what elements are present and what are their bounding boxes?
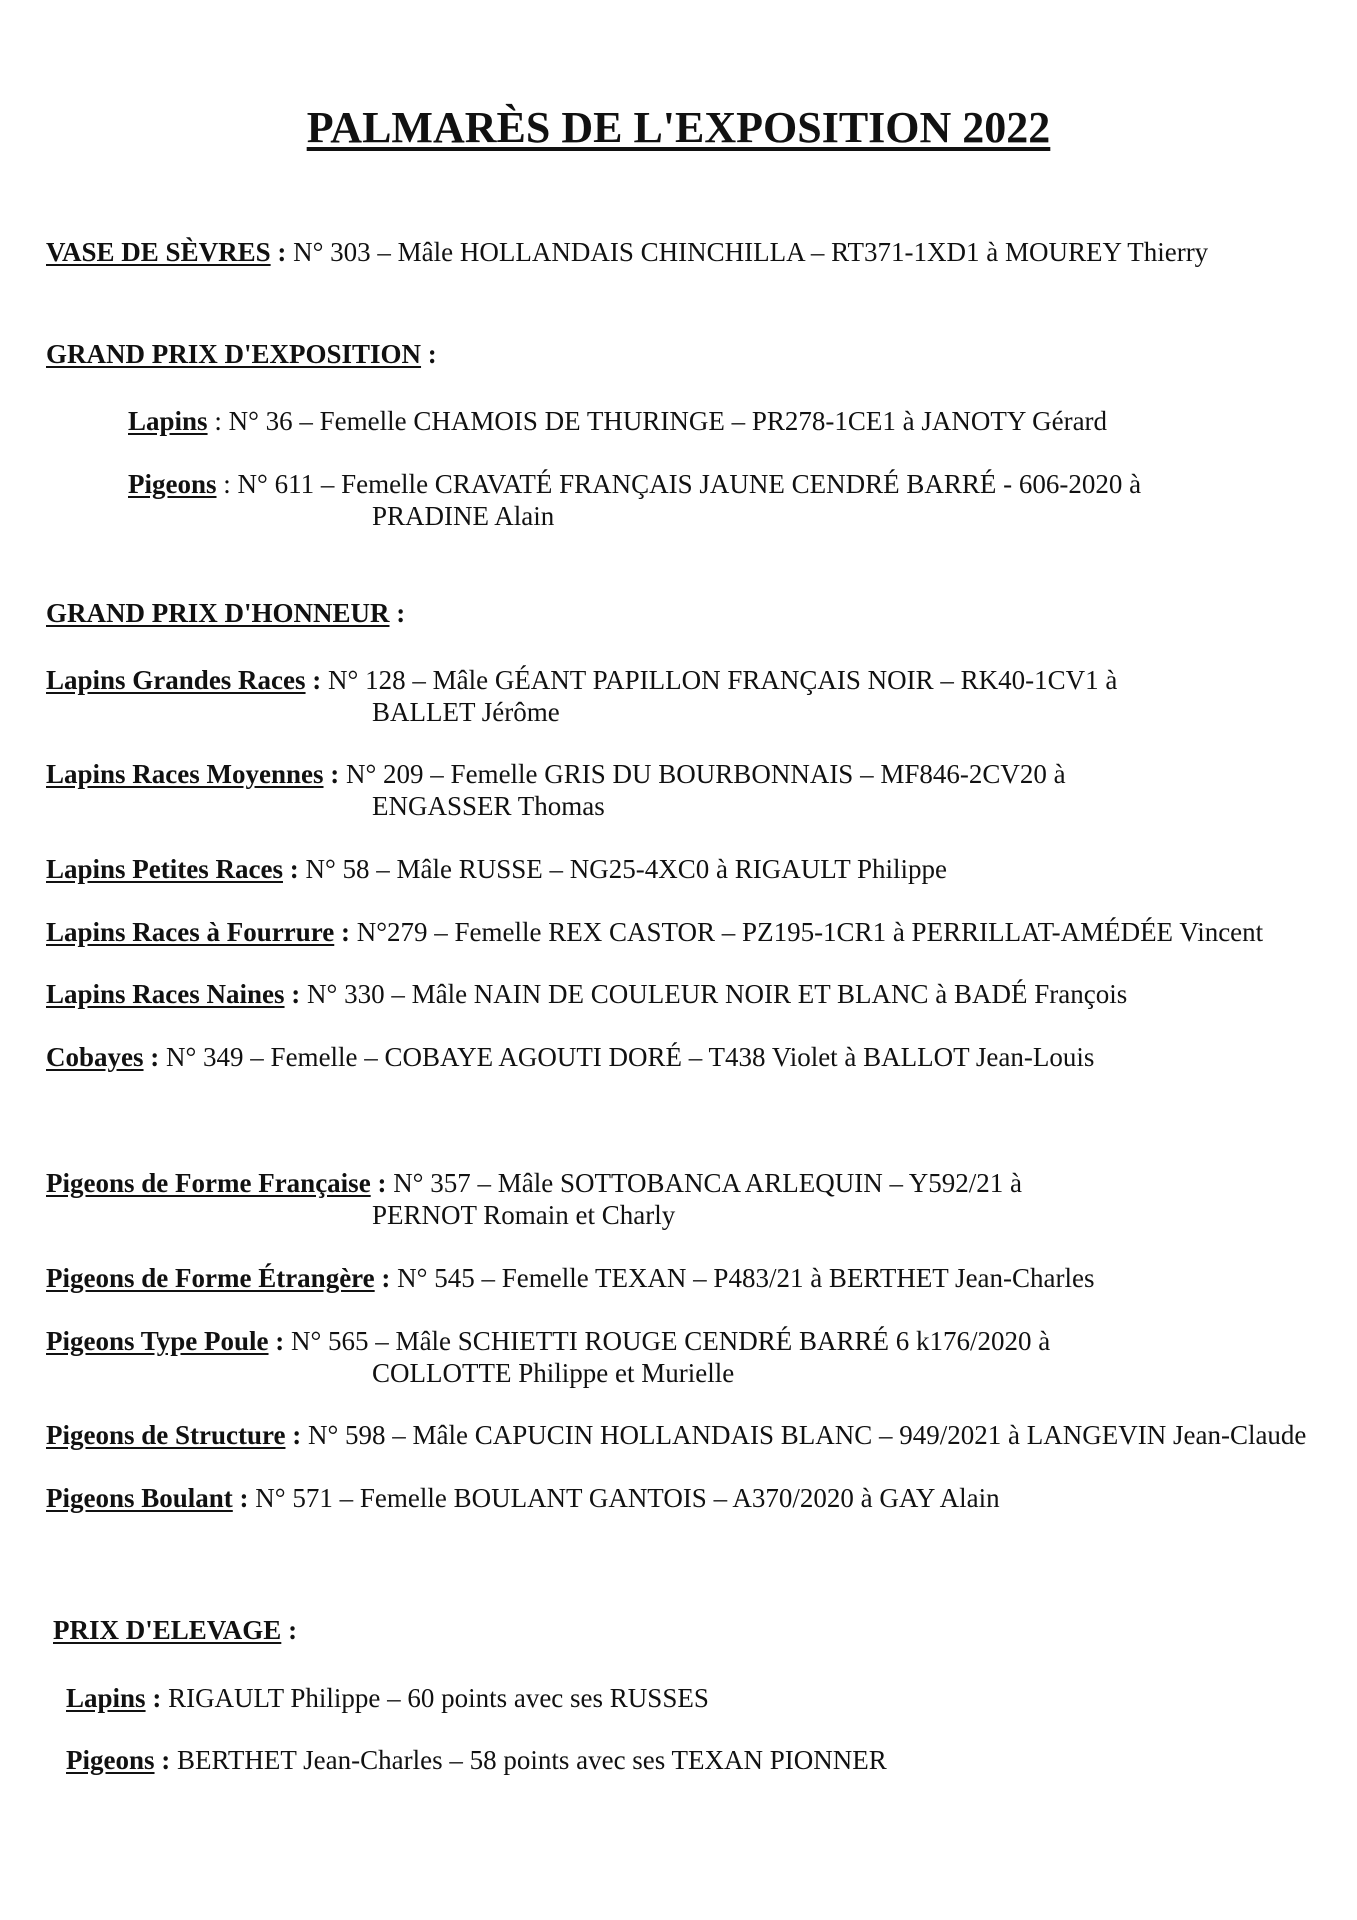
grand-prix-exposition-heading — [46, 338, 437, 370]
section-heading-separator: : — [281, 1615, 298, 1645]
honneur-entry-pigeons-structure — [46, 1419, 1306, 1451]
entry-separator: : — [370, 1168, 394, 1198]
entry-label: Pigeons — [66, 1745, 155, 1775]
honneur-entry-lapins-grandes-races — [46, 664, 1117, 696]
honneur-entry-pigeons-forme-francaise — [46, 1167, 1022, 1199]
entry-label: Lapins — [128, 406, 208, 436]
entry-text: N° 357 – Mâle SOTTOBANCA ARLEQUIN – Y592/21 à — [393, 1168, 1022, 1198]
entry-continuation: BALLET Jérôme — [372, 697, 560, 727]
entry-separator: : — [284, 979, 308, 1009]
entry-label: Cobayes — [46, 1042, 144, 1072]
entry-continuation: COLLOTTE Philippe et Murielle — [372, 1358, 735, 1388]
entry-separator: : — [285, 1420, 308, 1450]
entry-text: RIGAULT Philippe – 60 points avec ses RUSSES — [168, 1683, 709, 1713]
entry-label: Lapins Grandes Races — [46, 665, 306, 695]
entry-continuation: ENGASSER Thomas — [372, 791, 605, 821]
honneur-entry-lapins-races-fourrure — [46, 916, 1263, 948]
honneur-entry-lapins-races-moyennes — [46, 758, 1066, 790]
entry-text: N° 58 – Mâle RUSSE – NG25-4XC0 à RIGAULT Philippe — [305, 854, 948, 884]
entry-label: Pigeons de Forme Étrangère — [46, 1263, 375, 1293]
entry-text: N° 349 – Femelle – COBAYE AGOUTI DORÉ – T438 Violet à BALLOT Jean-Louis — [166, 1042, 1095, 1072]
entry-text: N° 598 – Mâle CAPUCIN HOLLANDAIS BLANC – 949/2021 à LANGEVIN Jean-Claude — [307, 1420, 1307, 1450]
entry-separator: : — [145, 1683, 169, 1713]
entry-text: N° 330 – Mâle NAIN DE COULEUR NOIR ET BLANC à BADÉ François — [307, 979, 1128, 1009]
entry-label: Lapins Races Naines — [46, 979, 285, 1009]
honneur-entry-cobayes — [46, 1041, 1094, 1073]
entry-separator: : — [154, 1745, 178, 1775]
entry-text: BERTHET Jean-Charles – 58 points avec ses TEXAN PIONNER — [177, 1745, 887, 1775]
entry-label: Lapins Petites Races — [46, 854, 283, 884]
entry-text: N° 545 – Femelle TEXAN – P483/21 à BERTHET Jean-Charles — [397, 1263, 1095, 1293]
entry-text: N° 209 – Femelle GRIS DU BOURBONNAIS – MF846-2CV20 à — [346, 759, 1066, 789]
honneur-entry-pigeons-boulant — [46, 1482, 1000, 1514]
entry-label: Pigeons — [128, 469, 217, 499]
entry-label: Lapins Races à Fourrure — [46, 917, 335, 947]
section-heading-label: GRAND PRIX D'HONNEUR — [46, 598, 390, 628]
entry-label: Pigeons Boulant — [46, 1483, 233, 1513]
entry-text: N° 36 – Femelle CHAMOIS DE THURINGE – PR278-1CE1 à JANOTY Gérard — [228, 406, 1108, 436]
entry-label: Pigeons de Structure — [46, 1420, 286, 1450]
entry-separator: : — [207, 406, 229, 436]
entry-separator: : — [216, 469, 238, 499]
section-heading-separator: : — [421, 339, 437, 369]
entry-label: Lapins — [66, 1683, 146, 1713]
entry-text: N° 611 – Femelle CRAVATÉ FRANÇAIS JAUNE CENDRÉ BARRÉ - 606-2020 à — [237, 469, 1142, 499]
entry-separator: : — [305, 665, 329, 695]
honneur-entry-pigeons-type-poule — [46, 1325, 1050, 1357]
vase-de-sevres-line — [46, 236, 1208, 268]
entry-text: N°279 – Femelle REX CASTOR – PZ195-1CR1 à PERRILLAT-AMÉDÉE Vincent — [356, 917, 1264, 947]
entry-text: N° 571 – Femelle BOULANT GANTOIS – A370/2020 à GAY Alain — [255, 1483, 1000, 1513]
entry-separator: : — [323, 759, 347, 789]
entry-text: N° 128 – Mâle GÉANT PAPILLON FRANÇAIS NOIR – RK40-1CV1 à — [328, 665, 1118, 695]
entry-label: Pigeons Type Poule — [46, 1326, 269, 1356]
section-heading-label: GRAND PRIX D'EXPOSITION — [46, 339, 422, 369]
entry-separator: : — [143, 1042, 167, 1072]
vase-text: N° 303 – Mâle HOLLANDAIS CHINCHILLA – RT371-1XD1 à MOUREY Thierry — [293, 237, 1209, 267]
entry-label: Lapins Races Moyennes — [46, 759, 324, 789]
expo-entry-pigeons — [128, 468, 1141, 500]
entry-separator: : — [282, 854, 306, 884]
entry-continuation: PERNOT Romain et Charly — [372, 1200, 676, 1230]
honneur-entry-lapins-petites-races — [46, 853, 947, 885]
page-title: PALMARÈS DE L'EXPOSITION 2022 — [306, 103, 1051, 152]
entry-continuation: PRADINE Alain — [372, 501, 555, 531]
entry-separator: : — [334, 917, 357, 947]
elevage-entry-lapins — [66, 1682, 709, 1714]
honneur-entry-lapins-races-naines — [46, 978, 1127, 1010]
honneur-entry-pigeons-forme-etrangere — [46, 1262, 1095, 1294]
grand-prix-honneur-heading — [46, 597, 405, 629]
prix-elevage-heading — [53, 1614, 297, 1646]
vase-label: VASE DE SÈVRES — [46, 237, 271, 267]
entry-separator: : — [374, 1263, 398, 1293]
expo-entry-lapins — [128, 405, 1107, 437]
section-heading-separator: : — [389, 598, 406, 628]
entry-separator: : — [268, 1326, 292, 1356]
elevage-entry-pigeons — [66, 1744, 887, 1776]
vase-separator: : — [270, 237, 294, 267]
section-heading-label: PRIX D'ELEVAGE — [53, 1615, 282, 1645]
entry-text: N° 565 – Mâle SCHIETTI ROUGE CENDRÉ BARRÉ 6 k176/2020 à — [291, 1326, 1051, 1356]
entry-separator: : — [232, 1483, 256, 1513]
entry-label: Pigeons de Forme Française — [46, 1168, 371, 1198]
